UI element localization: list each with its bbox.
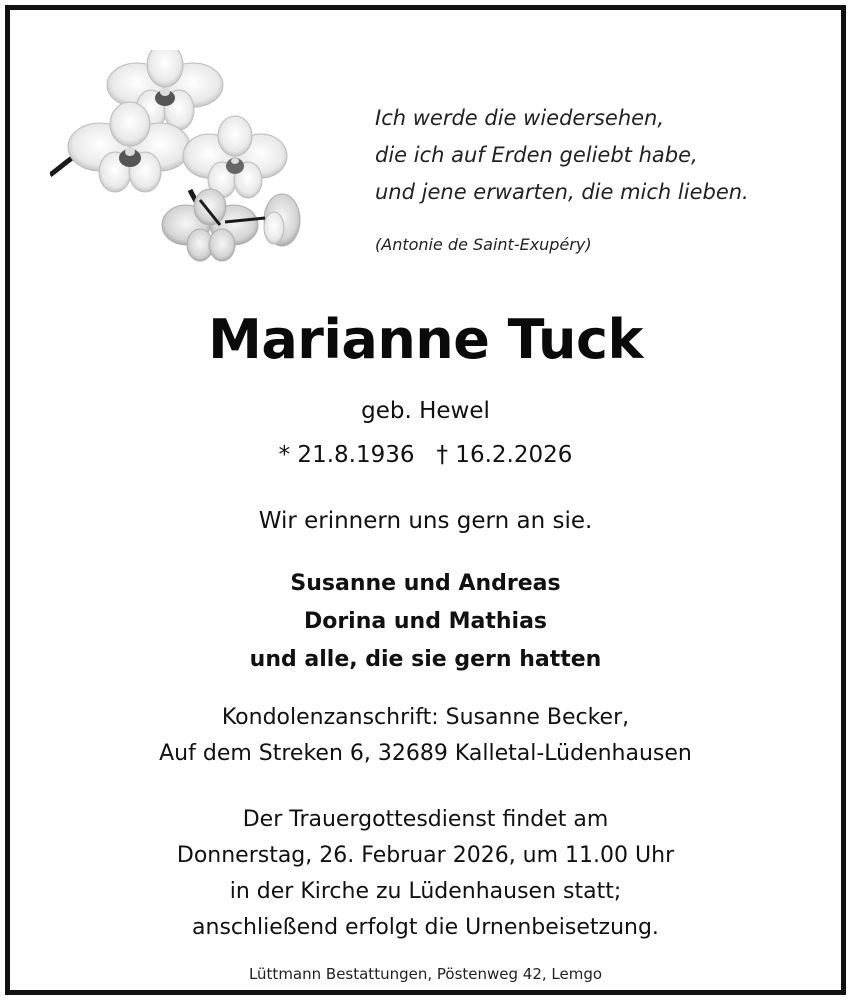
address-line: Kondolenzanschrift: Susanne Becker, — [221, 705, 630, 730]
service-line: in der Kirche zu Lüdenhausen statt; — [229, 879, 622, 904]
birth-date: * 21.8.1936 — [278, 442, 415, 468]
family-member: und alle, die sie gern hatten — [249, 647, 602, 672]
service-info — [20, 802, 831, 946]
service-line: Der Trauergottesdienst findet am — [242, 807, 609, 832]
quote-line: Ich werde die wiedersehen, — [375, 106, 665, 130]
address-line: Auf dem Streken 6, 32689 Kalletal-Lüdenhausen — [159, 741, 692, 766]
quote-author: (Antonie de Saint-Exupéry) — [375, 235, 592, 254]
family-member: Susanne und Andreas — [290, 571, 561, 596]
quote-line: und jene erwarten, die mich lieben. — [375, 180, 749, 204]
funeral-home-footer: Lüttmann Bestattungen, Pöstenweg 42, Lemgo — [248, 965, 603, 983]
life-dates — [20, 442, 831, 468]
obituary-frame — [5, 5, 846, 995]
family-list — [20, 565, 831, 679]
service-line: Donnerstag, 26. Februar 2026, um 11.00 Uhr — [176, 843, 675, 868]
family-member: Dorina und Mathias — [303, 609, 548, 634]
maiden-name: geb. Hewel — [361, 398, 490, 424]
obituary-content — [20, 20, 831, 983]
condolence-address — [20, 700, 831, 772]
quote-line: die ich auf Erden geliebt habe, — [375, 143, 698, 167]
deceased-name: Marianne Tuck — [208, 308, 643, 371]
orchid-icon — [50, 50, 310, 270]
service-line: anschließend erfolgt die Urnenbeisetzung. — [192, 915, 659, 940]
quote — [375, 100, 835, 211]
remembrance-text: Wir erinnern uns gern an sie. — [258, 508, 593, 534]
death-date: † 16.2.2026 — [436, 442, 573, 468]
